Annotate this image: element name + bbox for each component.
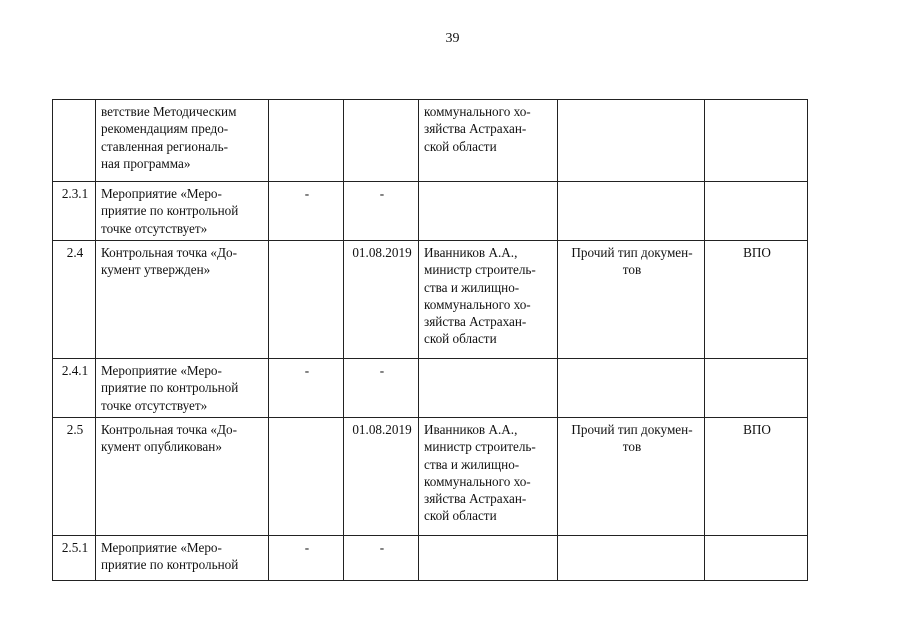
table-row [53,359,808,418]
row-end: 01.08.2019 [352,422,412,437]
row-end: - [379,363,385,378]
table-row [53,182,808,241]
cell-level [705,182,808,241]
cell-doc-type [558,100,705,182]
row-responsible: Иванников А.А., министр строитель- ства и жилищно- коммунального хо- зяйства Астрахан- ской области [424,245,536,347]
row-name: Мероприятие «Меро- приятие по контрольной точке отсутствует» [101,363,239,413]
cell-number [53,100,96,182]
row-number: 2.5.1 [61,540,89,555]
cell-responsible [419,100,558,182]
cell-doc-type [558,359,705,418]
row-level: ВПО [743,245,771,260]
cell-number [53,359,96,418]
cell-end [344,241,419,359]
cell-start [269,536,344,581]
cell-doc-type [558,418,705,536]
row-number: 2.4.1 [61,363,89,378]
row-name: Контрольная точка «До- кумент опубликован» [101,422,238,455]
cell-level [705,536,808,581]
row-level: ВПО [743,422,771,437]
row-responsible: Иванников А.А., министр строитель- ства и жилищно- коммунального хо- зяйства Астрахан- ской области [424,422,536,524]
cell-responsible [419,241,558,359]
row-start: - [304,186,310,201]
cell-name [96,359,269,418]
cell-doc-type [558,182,705,241]
row-end: 01.08.2019 [352,245,412,260]
cell-name [96,241,269,359]
cell-end [344,182,419,241]
cell-end [344,536,419,581]
cell-number [53,536,96,581]
row-number: 2.5 [66,422,84,437]
row-name: Контрольная точка «До- кумент утвержден» [101,245,238,278]
cell-level [705,100,808,182]
cell-number [53,241,96,359]
row-doc-type: Прочий тип докумен- тов [571,422,693,455]
cell-end [344,418,419,536]
cell-responsible [419,418,558,536]
cell-number [53,418,96,536]
row-end: - [379,540,385,555]
cell-name [96,100,269,182]
cell-end [344,359,419,418]
row-responsible: коммунального хо- зяйства Астрахан- ской области [424,104,531,154]
row-start: - [304,540,310,555]
cell-name [96,536,269,581]
cell-start [269,418,344,536]
table-row [53,241,808,359]
row-name: ветствие Методическим рекомендациям предо- ставленная региональ- ная программа» [101,104,237,171]
row-number: 2.4 [66,245,84,260]
cell-level [705,359,808,418]
cell-responsible [419,182,558,241]
cell-name [96,182,269,241]
cell-number [53,182,96,241]
row-doc-type: Прочий тип докумен- тов [571,245,693,278]
cell-level [705,418,808,536]
row-name: Мероприятие «Меро- приятие по контрольной [101,540,239,573]
row-end: - [379,186,385,201]
table-row [53,418,808,536]
cell-level [705,241,808,359]
cell-responsible [419,536,558,581]
table-row [53,100,808,182]
cell-responsible [419,359,558,418]
table-body [53,100,808,581]
cell-start [269,359,344,418]
cell-doc-type [558,536,705,581]
row-name: Мероприятие «Меро- приятие по контрольной точке отсутствует» [101,186,239,236]
cell-name [96,418,269,536]
cell-start [269,100,344,182]
activities-table [52,99,808,581]
page-number: 39 [445,31,460,46]
cell-doc-type [558,241,705,359]
cell-start [269,241,344,359]
cell-start [269,182,344,241]
row-start: - [304,363,310,378]
cell-end [344,100,419,182]
table-row [53,536,808,581]
row-number: 2.3.1 [61,186,89,201]
